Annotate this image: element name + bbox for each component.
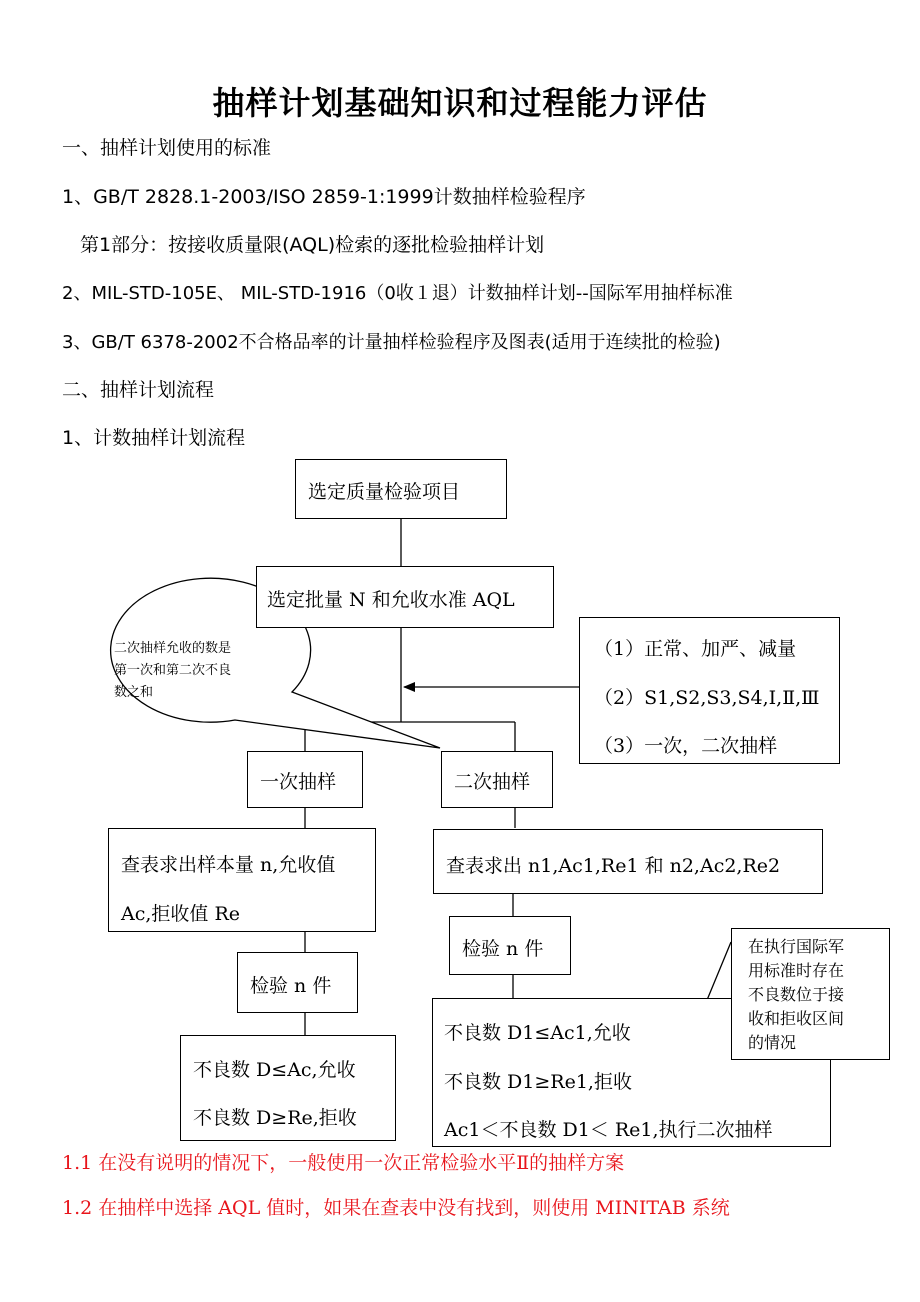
- select-batch-text: 选定批量 N 和允收水准 AQL: [267, 589, 515, 611]
- section1-heading: 一、抽样计划使用的标准: [62, 137, 272, 159]
- callout-bubble-line: 数之和: [114, 685, 154, 700]
- section2-sub1: 1、计数抽样计划流程: [62, 427, 246, 449]
- note-callout-line: 收和拒收区间: [748, 1009, 845, 1028]
- single-result-line-2: 不良数 D≥Re,拒收: [193, 1107, 357, 1129]
- callout-bubble-text: [114, 638, 231, 704]
- double-result-line-3: Ac1＜不良数 D1＜ Re1,执行二次抽样: [444, 1119, 773, 1141]
- note-callout-line: 在执行国际军: [748, 937, 845, 956]
- double-inspect-box: [449, 916, 571, 975]
- standard-item-3: 3、GB/T 6378-2002不合格品率的计量抽样检验程序及图表(适用于连续批的检验): [62, 332, 721, 353]
- single-inspect-box: [237, 952, 358, 1013]
- single-table-box: [108, 828, 376, 932]
- single-sampling-box: [247, 751, 363, 808]
- note-callout-line: 的情况: [748, 1033, 797, 1052]
- select-item-box: [295, 459, 507, 519]
- single-sampling-text: 一次抽样: [260, 771, 337, 793]
- callout-bubble-line: 二次抽样允收的数是: [114, 641, 232, 656]
- standard-item-1-sub: 第1部分：按接收质量限(AQL)检索的逐批检验抽样计划: [80, 234, 545, 256]
- note-1: 1.1 在没有说明的情况下，一般使用一次正常检验水平Ⅱ的抽样方案: [62, 1152, 625, 1174]
- standard-item-2: 2、MIL-STD-105E、 MIL-STD-1916（0收１退）计数抽样计划--国际军用抽样标准: [62, 283, 733, 304]
- select-batch-box: [256, 566, 554, 628]
- single-table-line-1: 查表求出样本量 n,允收值: [121, 854, 336, 876]
- single-result-box: [180, 1035, 396, 1141]
- single-table-line-2: Ac,拒收值 Re: [121, 903, 240, 925]
- double-table-text: 查表求出 n1,Ac1,Re1 和 n2,Ac2,Re2: [446, 855, 781, 877]
- option-1: （1）正常、加严、减量: [594, 638, 797, 660]
- note-callout-text: [748, 935, 844, 1055]
- note-2: 1.2 在抽样中选择 AQL 值时，如果在查表中没有找到，则使用 MINITAB 系统: [62, 1197, 730, 1219]
- standard-item-1: 1、GB/T 2828.1-2003/ISO 2859-1:1999计数抽样检验程序: [62, 186, 586, 208]
- single-inspect-text: 检验 n 件: [250, 975, 332, 997]
- page-title: 抽样计划基础知识和过程能力评估: [212, 84, 708, 122]
- options-box: [579, 617, 840, 764]
- note-callout-line: 不良数位于接: [748, 985, 845, 1004]
- section2-heading: 二、抽样计划流程: [62, 379, 215, 401]
- note-callout-box: [731, 928, 890, 1060]
- double-table-box: [433, 829, 823, 894]
- option-2: （2）S1,S2,S3,S4,Ⅰ,Ⅱ,Ⅲ: [594, 687, 820, 709]
- note-callout-line: 用标准时存在: [748, 961, 845, 980]
- double-result-line-1: 不良数 D1≤Ac1,允收: [444, 1022, 631, 1044]
- double-sampling-text: 二次抽样: [454, 771, 531, 793]
- double-sampling-box: [441, 751, 553, 808]
- double-inspect-text: 检验 n 件: [462, 938, 544, 960]
- single-result-line-1: 不良数 D≤Ac,允收: [193, 1059, 356, 1081]
- double-result-line-2: 不良数 D1≥Re1,拒收: [444, 1071, 632, 1093]
- select-item-text: 选定质量检验项目: [308, 481, 461, 503]
- option-3: （3）一次，二次抽样: [594, 735, 778, 757]
- callout-bubble-line: 第一次和第二次不良: [114, 663, 232, 678]
